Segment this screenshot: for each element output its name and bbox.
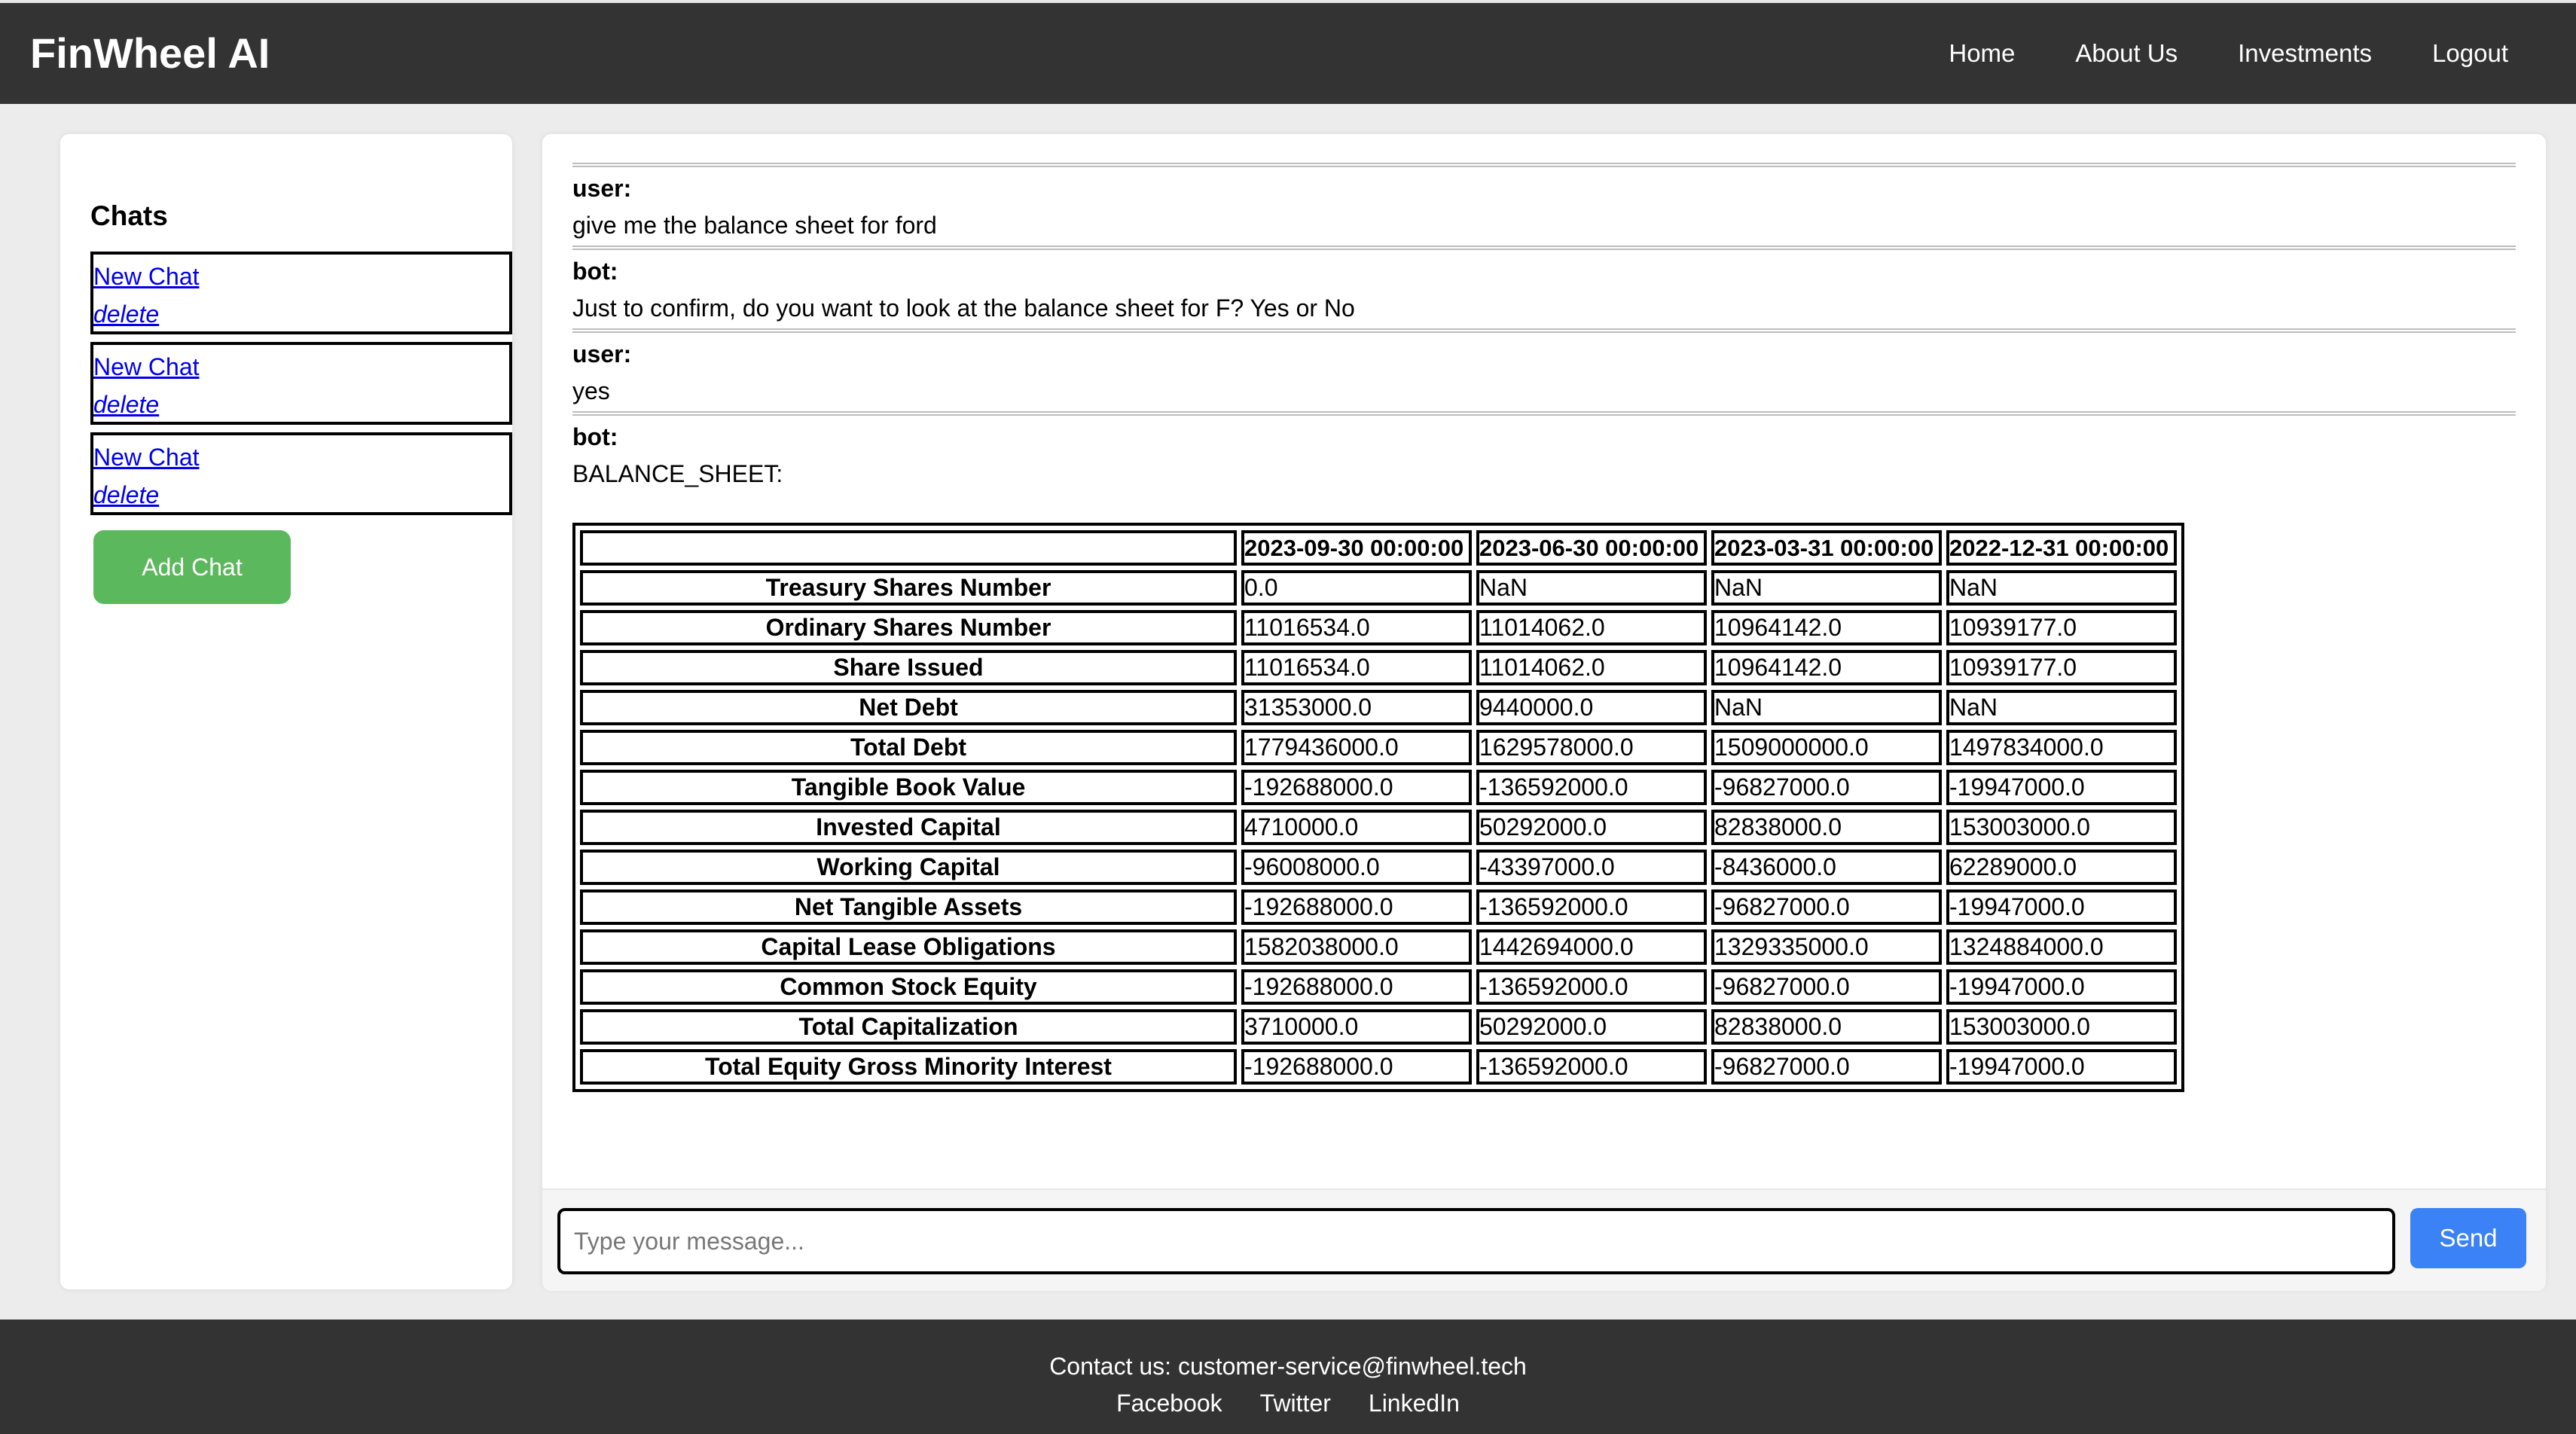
nav-about-us[interactable]: About Us bbox=[2075, 39, 2178, 67]
header-corner-cell bbox=[580, 530, 1237, 566]
table-cell: 50292000.0 bbox=[1476, 810, 1707, 845]
chat-link[interactable]: New Chat bbox=[93, 353, 200, 380]
add-chat-button[interactable]: Add Chat bbox=[93, 530, 291, 604]
table-cell: NaN bbox=[1946, 690, 2177, 725]
table-cell: 9440000.0 bbox=[1476, 690, 1707, 725]
table-row bbox=[580, 1049, 2177, 1085]
table-cell: 11016534.0 bbox=[1241, 650, 1472, 685]
table-cell: 82838000.0 bbox=[1711, 1009, 1942, 1045]
chat-item bbox=[90, 252, 512, 334]
table-row bbox=[580, 650, 2177, 685]
table-cell: -19947000.0 bbox=[1946, 770, 2177, 805]
message-text: Just to confirm, do you want to look at the balance sheet for F? Yes or No bbox=[572, 294, 1355, 322]
table-cell: -136592000.0 bbox=[1476, 770, 1707, 805]
table-row bbox=[580, 969, 2177, 1005]
row-label: Share Issued bbox=[580, 650, 1237, 685]
send-button[interactable]: Send bbox=[2410, 1208, 2526, 1268]
brand-title[interactable]: FinWheel AI bbox=[30, 29, 270, 77]
row-label: Working Capital bbox=[580, 850, 1237, 885]
table-cell: 10939177.0 bbox=[1946, 610, 2177, 645]
table-row bbox=[580, 850, 2177, 885]
table-header-row bbox=[580, 530, 2177, 566]
delete-chat-link[interactable]: delete bbox=[93, 301, 160, 328]
balance-sheet-body bbox=[580, 570, 2177, 1085]
chat-panel bbox=[542, 134, 2546, 1289]
row-label: Net Debt bbox=[580, 690, 1237, 725]
table-cell: -19947000.0 bbox=[1946, 1049, 2177, 1085]
table-cell: 153003000.0 bbox=[1946, 1009, 2177, 1045]
message-bot bbox=[572, 246, 2516, 328]
table-cell: -96827000.0 bbox=[1711, 969, 1942, 1005]
table-cell: 50292000.0 bbox=[1476, 1009, 1707, 1045]
message-role: bot: bbox=[572, 258, 618, 285]
row-label: Total Equity Gross Minority Interest bbox=[580, 1049, 1237, 1085]
table-cell: -96827000.0 bbox=[1711, 1049, 1942, 1085]
table-cell: 1497834000.0 bbox=[1946, 730, 2177, 765]
table-cell: -96827000.0 bbox=[1711, 889, 1942, 925]
table-row bbox=[580, 810, 2177, 845]
table-cell: -136592000.0 bbox=[1476, 1049, 1707, 1085]
table-cell: 11014062.0 bbox=[1476, 610, 1707, 645]
chat-item bbox=[90, 432, 512, 515]
twitter-link[interactable]: Twitter bbox=[1259, 1390, 1331, 1417]
message-composer bbox=[542, 1188, 2546, 1291]
column-header: 2023-09-30 00:00:00 bbox=[1241, 530, 1472, 566]
table-cell: 11014062.0 bbox=[1476, 650, 1707, 685]
table-cell: -192688000.0 bbox=[1241, 770, 1472, 805]
table-cell: 153003000.0 bbox=[1946, 810, 2177, 845]
row-label: Common Stock Equity bbox=[580, 969, 1237, 1005]
table-cell: 1442694000.0 bbox=[1476, 929, 1707, 965]
table-row bbox=[580, 770, 2177, 805]
table-cell: 31353000.0 bbox=[1241, 690, 1472, 725]
row-label: Tangible Book Value bbox=[580, 770, 1237, 805]
table-cell: 11016534.0 bbox=[1241, 610, 1472, 645]
table-cell: NaN bbox=[1476, 570, 1707, 606]
linkedin-link[interactable]: LinkedIn bbox=[1368, 1390, 1460, 1417]
delete-chat-link[interactable]: delete bbox=[93, 391, 160, 418]
message-input[interactable] bbox=[557, 1208, 2395, 1274]
row-label: Capital Lease Obligations bbox=[580, 929, 1237, 965]
message-user bbox=[572, 328, 2516, 411]
message-role: bot: bbox=[572, 423, 618, 450]
message-bot bbox=[572, 411, 2516, 1092]
table-cell: 1779436000.0 bbox=[1241, 730, 1472, 765]
table-row bbox=[580, 730, 2177, 765]
table-row bbox=[580, 610, 2177, 645]
message-role: user: bbox=[572, 175, 632, 202]
table-cell: -19947000.0 bbox=[1946, 969, 2177, 1005]
chats-sidebar bbox=[60, 134, 512, 1289]
footer bbox=[0, 1320, 2576, 1434]
table-cell: 10964142.0 bbox=[1711, 610, 1942, 645]
table-row bbox=[580, 929, 2177, 965]
balance-sheet-wrapper bbox=[572, 523, 2516, 1092]
table-cell: NaN bbox=[1711, 690, 1942, 725]
row-label: Net Tangible Assets bbox=[580, 889, 1237, 925]
facebook-link[interactable]: Facebook bbox=[1116, 1390, 1222, 1417]
table-cell: 1509000000.0 bbox=[1711, 730, 1942, 765]
row-label: Total Debt bbox=[580, 730, 1237, 765]
delete-chat-link[interactable]: delete bbox=[93, 481, 160, 508]
table-row bbox=[580, 570, 2177, 606]
table-cell: -136592000.0 bbox=[1476, 969, 1707, 1005]
table-cell: 1324884000.0 bbox=[1946, 929, 2177, 965]
table-cell: -8436000.0 bbox=[1711, 850, 1942, 885]
chats-heading: Chats bbox=[90, 200, 168, 231]
nav-home[interactable]: Home bbox=[1949, 39, 2016, 67]
table-cell: 1329335000.0 bbox=[1711, 929, 1942, 965]
table-row bbox=[580, 690, 2177, 725]
column-header: 2022-12-31 00:00:00 bbox=[1946, 530, 2177, 566]
message-list[interactable] bbox=[572, 163, 2516, 1187]
message-text: give me the balance sheet for ford bbox=[572, 212, 937, 239]
table-cell: NaN bbox=[1946, 570, 2177, 606]
table-row bbox=[580, 889, 2177, 925]
table-row bbox=[580, 1009, 2177, 1045]
table-cell: 1629578000.0 bbox=[1476, 730, 1707, 765]
table-cell: 82838000.0 bbox=[1711, 810, 1942, 845]
message-role: user: bbox=[572, 340, 632, 368]
table-cell: 10964142.0 bbox=[1711, 650, 1942, 685]
table-cell: 4710000.0 bbox=[1241, 810, 1472, 845]
row-label: Treasury Shares Number bbox=[580, 570, 1237, 606]
table-cell: -19947000.0 bbox=[1946, 889, 2177, 925]
message-text: yes bbox=[572, 377, 610, 404]
main-nav bbox=[1949, 39, 2508, 68]
nav-logout[interactable]: Logout bbox=[2432, 39, 2508, 67]
table-cell: 1582038000.0 bbox=[1241, 929, 1472, 965]
table-cell: -96008000.0 bbox=[1241, 850, 1472, 885]
table-cell: -43397000.0 bbox=[1476, 850, 1707, 885]
table-cell: -192688000.0 bbox=[1241, 969, 1472, 1005]
row-label: Invested Capital bbox=[580, 810, 1237, 845]
chat-item bbox=[90, 342, 512, 425]
top-nav-bar bbox=[0, 0, 2576, 104]
social-links bbox=[0, 1390, 2576, 1417]
contact-text: Contact us: customer-service@finwheel.tech bbox=[1049, 1353, 1527, 1380]
table-cell: 3710000.0 bbox=[1241, 1009, 1472, 1045]
nav-investments[interactable]: Investments bbox=[2238, 39, 2373, 67]
row-label: Total Capitalization bbox=[580, 1009, 1237, 1045]
column-header: 2023-03-31 00:00:00 bbox=[1711, 530, 1942, 566]
table-cell: NaN bbox=[1711, 570, 1942, 606]
row-label: Ordinary Shares Number bbox=[580, 610, 1237, 645]
column-header: 2023-06-30 00:00:00 bbox=[1476, 530, 1707, 566]
table-cell: -192688000.0 bbox=[1241, 889, 1472, 925]
balance-sheet-table bbox=[572, 523, 2184, 1092]
chat-link[interactable]: New Chat bbox=[93, 444, 200, 471]
chat-link[interactable]: New Chat bbox=[93, 263, 200, 290]
table-cell: 62289000.0 bbox=[1946, 850, 2177, 885]
table-cell: -136592000.0 bbox=[1476, 889, 1707, 925]
message-user bbox=[572, 163, 2516, 246]
message-text: BALANCE_SHEET: bbox=[572, 460, 783, 487]
table-cell: -96827000.0 bbox=[1711, 770, 1942, 805]
table-cell: 0.0 bbox=[1241, 570, 1472, 606]
table-cell: 10939177.0 bbox=[1946, 650, 2177, 685]
table-cell: -192688000.0 bbox=[1241, 1049, 1472, 1085]
